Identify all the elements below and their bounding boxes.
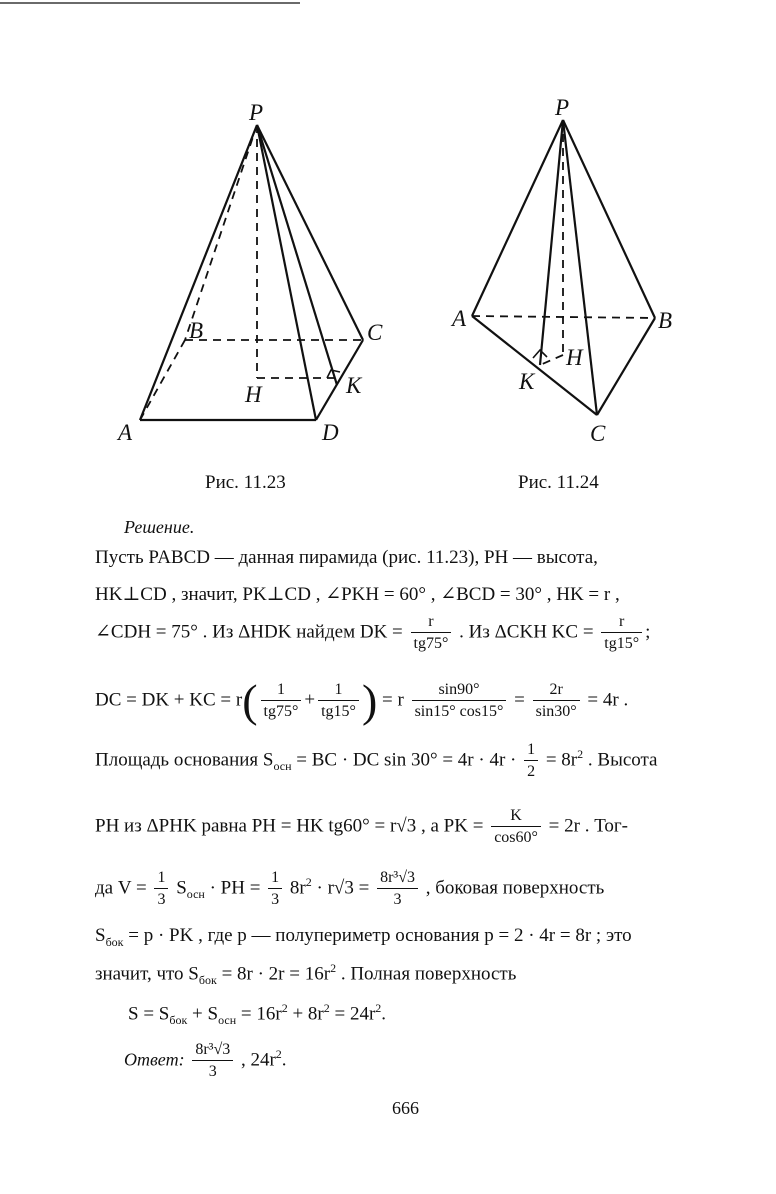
label-C: C xyxy=(590,421,606,446)
frac-answer: $\frac{\text{8r³√3}}{3}$ xyxy=(192,1042,233,1080)
frac-2r-sin30: $\frac{2r}{\sin 30^\circ}$ xyxy=(533,682,580,720)
caption-fig-11-23: Рис. 11.23 xyxy=(205,472,286,493)
l4b: = r xyxy=(382,689,404,711)
label-C: C xyxy=(367,320,383,345)
frac-1-tg15: $\frac{1}{tg15^\circ}$ xyxy=(318,682,359,720)
label-A: A xyxy=(118,420,133,445)
figures xyxy=(0,0,776,500)
page-number: 666 xyxy=(392,1098,419,1118)
figure-11-23 xyxy=(140,125,363,420)
label-H: H xyxy=(245,382,262,407)
edge-AB xyxy=(140,340,185,420)
edge-PC xyxy=(563,120,597,415)
solution-line-9: значит, что $S_{бок} = 8r \cdot 2r = 16r^2$ . Полная поверхность xyxy=(95,961,517,988)
frac-1-tg75: $\frac{1}{tg75^\circ}$ xyxy=(261,682,302,720)
label-P: P xyxy=(555,95,570,120)
answer-label: Ответ: xyxy=(124,1049,185,1070)
edge-PK xyxy=(540,120,563,365)
caption-fig-11-24: Рис. 11.24 xyxy=(518,472,599,493)
frac-sin90: $\frac{\sin 90^\circ}{\sin 15^\circ \cos 15^\circ}$ xyxy=(412,682,507,720)
edge-PD xyxy=(257,125,316,420)
solution-heading: Решение. xyxy=(124,517,195,537)
solution-line-4: DC = DK + KC = r( $\frac{1}{tg75^\circ}$ + $\frac{1}{tg15^\circ}$ ) = r $\frac{\sin 90^\circ}{\sin 15^\circ \cos 15^\circ}$ = $\frac{2r}{\sin 30^\circ}$ = 4r . xyxy=(95,675,629,726)
solution-line-6: PH из ΔPHK равна PH = HK tg60° = r√3 , а PK = $\frac{K}{\cos 60^\circ}$ = 2r . Тог- xyxy=(95,807,629,846)
l4c: = 4r . xyxy=(587,689,629,711)
l4a: DC = DK + KC = r xyxy=(95,689,243,711)
label-K: K xyxy=(519,369,535,394)
label-D: D xyxy=(322,420,339,445)
label-A: A xyxy=(452,306,467,331)
solution-line-7: да V = $\frac{1}{3}$ $S_{осн}$ · PH = $\frac{1}{3}$ $8r^2 \cdot r√3$ = $\frac{\text{8r³√3}}{3}$ , боковая поверхность xyxy=(95,869,605,908)
edge-PK xyxy=(257,125,337,385)
solution-line-8: $S_{бок} = p$ · PK , где p — полупериметр основания p = 2 · 4r = 8r ; это xyxy=(95,925,632,949)
label-H: H xyxy=(566,345,583,370)
frac-1-3b: $\frac{1}{3}$ xyxy=(268,870,282,908)
segment-HK xyxy=(540,355,563,365)
solution-line-1: Пусть PABCD — данная пирамида (рис. 11.23), PH — высота, xyxy=(95,547,598,568)
frac-K-cos60: $\frac{K}{\cos 60^\circ}$ xyxy=(491,808,541,846)
l3b: . Из ΔCKH KC = xyxy=(459,621,594,643)
edge-BC xyxy=(597,318,655,415)
label-B: B xyxy=(189,318,204,343)
edge-PA xyxy=(472,120,563,316)
label-P: P xyxy=(249,100,264,125)
frac-r-tg75: $\frac{r}{tg75^\circ}$ xyxy=(411,614,452,652)
figure-11-24 xyxy=(472,120,655,415)
frac-volume: $\frac{\text{8r³√3}}{3}$ xyxy=(377,870,418,908)
answer-line: Ответ: $\frac{\text{8r³√3}}{3}$ , $24r^2$. xyxy=(124,1041,287,1080)
frac-1-2: $\frac{1}{2}$ xyxy=(524,742,538,780)
edge-PB xyxy=(563,120,655,318)
edge-PB xyxy=(185,125,257,340)
edge-PA xyxy=(140,125,257,420)
label-B: B xyxy=(658,308,673,333)
label-K: K xyxy=(346,373,362,398)
solution-line-10: $S = S_{бок} + S_{осн} = 16r^2 + 8r^2 = 24r^2$. xyxy=(128,1001,387,1028)
solution-line-3: ∠CDH = 75° . Из ΔHDK найдем DK = $\frac{r}{tg75^\circ}$ . Из ΔCKH KC = $\frac{r}{tg15^\circ}$ ; xyxy=(95,613,651,652)
edge-PC xyxy=(257,125,363,340)
frac-1-3: $\frac{1}{3}$ xyxy=(154,870,168,908)
frac-r-tg15: $\frac{r}{tg15^\circ}$ xyxy=(601,614,642,652)
solution-line-5: Площадь основания $S_{осн}$ = BC · DC sin 30° = 4r · 4r · $\frac{1}{2}$ = $8r^2$ . Высота xyxy=(95,741,658,780)
l3a: ∠CDH = 75° . Из ΔHDK найдем DK = xyxy=(95,621,403,643)
solution-line-2: HK⊥CD , значит, PK⊥CD , ∠PKH = 60° , ∠BCD = 30° , HK = r , xyxy=(95,584,620,605)
